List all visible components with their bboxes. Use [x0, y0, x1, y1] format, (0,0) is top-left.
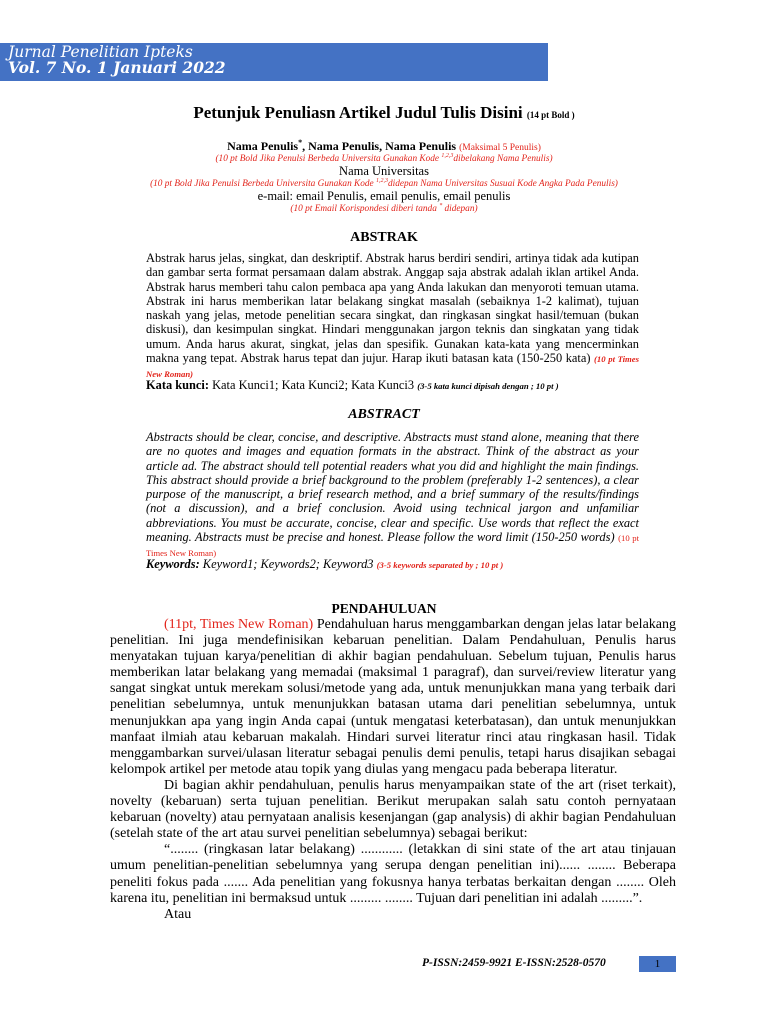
abstract-body — [146, 430, 639, 561]
pendahuluan-p1-text: Pendahuluan harus menggambarkan dengan jelas latar belakang penelitian. Ini juga mendefinisikan kebaruan penelitian. Dalam Pendahuluan, Penulis harus menyatakan tujuan karya/penelitian di akhir bagian pendahuluan. Sebelum tujuan, Penulis harus memberikan latar belakang yang memadai (maksimal 1 paragraf), dan survei/review literatur yang sangat singkat untuk merekam solusi/metode yang ada, untuk menunjukkan mana yang terbaik dari penelitian sebelumnya, untuk menunjukkan batasan utama dari penelitian sebelumnya, untuk menunjukkan apa yang ingin Anda capai (untuk mengatasi keterbatasan), dan untuk menunjukkan manfaat ilmiah atau kebaruan makalah. Hindari survei literatur rinci atau ringkasan hasil. Tidak menggambarkan survei/ulasan literatur sebagai penulis demi penulis, tetapi harus disajikan sebagai kelompok artikel per metode atau topik yang diulas yang mengacu pada beberapa literatur. — [110, 617, 676, 777]
journal-name: Jurnal Penelitian Ipteks — [8, 43, 193, 61]
email-note-sup: * — [439, 203, 443, 209]
keywords-note: (3-5 keywords separated by ; 10 pt ) — [376, 560, 504, 570]
university-code-note-sup: 1,2,3 — [376, 178, 388, 184]
abstrak-note: (10 pt Times New Roman) — [146, 354, 639, 380]
pendahuluan-note: (11pt, Times New Roman) — [164, 617, 314, 632]
abstract-heading: ABSTRACT — [348, 407, 420, 422]
pendahuluan-paragraph-2: Di bagian akhir pendahuluan, penulis harus menyampaikan state of the art (riset terkait), novelty (kebaruan) serta tujuan penelitian. Berikut merupakan salah satu contoh pernyataan kebaruan (novelty) atau pernyataan analisis kesenjangan (gap analysis) di akhir bagian Pendahuluan (setelah state of the art atau survei penelitian sebelumnya) sebagai berikut: — [110, 777, 676, 842]
abstrak-body — [146, 251, 639, 382]
journal-volume: Vol. 7 No. 1 Januari 2022 — [8, 58, 226, 77]
university-code-note-a: (10 pt Bold Jika Penulsi Berbeda Universita Gunakan Kode — [150, 179, 374, 190]
keywords-line — [146, 557, 503, 572]
author-code-note — [0, 153, 768, 164]
keywords-values: Keyword1; Keywords2; Keyword3 — [199, 557, 374, 571]
author-code-note-a: (10 pt Bold Jika Penulsi Berbeda Universita Gunakan Kode — [215, 154, 440, 165]
author-max-note: (Maksimal 5 Penulis) — [459, 143, 541, 153]
author-code-note-b: dibelakang Nama Penulis) — [453, 154, 553, 165]
author-star: * — [298, 138, 303, 147]
title-note: (14 pt Bold ) — [526, 110, 575, 120]
page-number: 1 — [639, 956, 676, 972]
pendahuluan-paragraph-1 — [110, 617, 676, 778]
pendahuluan-body — [110, 617, 676, 923]
kata-kunci-note: (3-5 kata kunci dipisah dengan ; 10 pt ) — [417, 381, 559, 391]
author-code-note-sup: 1,2,3 — [441, 153, 454, 159]
pendahuluan-paragraph-4: Atau — [164, 906, 192, 922]
pendahuluan-paragraph-3: “........ (ringkasan latar belakang) ............ (letakkan di sini state of the art atau tinjauan umum penelitian-penelitian sebelumnya yang serupa dengan penelitian ini)...... ........ Beberapa peneliti fokus pada ....... Ada penelitian yang fokusnya hanya terbatas berkaitan dengan ........ Oleh karena itu, penelitian ini bermaksud untuk ......... ........ Tujuan dari penelitian ini adalah .........”. — [110, 842, 676, 906]
university-code-note — [0, 178, 768, 189]
kata-kunci-values: Kata Kunci1; Kata Kunci2; Kata Kunci3 — [209, 378, 415, 392]
author-line — [0, 138, 768, 154]
abstract-note: (10 pt Times New Roman) — [146, 533, 639, 559]
author-rest: , Nama Penulis, Nama Penulis — [302, 139, 457, 153]
title-text: Petunjuk Penuliasn Artikel Judul Tulis Disini — [193, 103, 523, 122]
journal-banner — [0, 43, 548, 81]
abstrak-heading: ABSTRAK — [350, 230, 418, 245]
kata-kunci-label: Kata kunci: — [146, 378, 209, 392]
abstract-text: Abstracts should be clear, concise, and descriptive. Abstracts must stand alone, meaning that there are no quotes and images and equation formats in the abstract. Think of the abstract as your article ad. The abstract should tell potential readers what you did and highlight the main findings. This abstract should provide a brief background to the problem (preferably 1-2 sentences), a clear purpose of the manuscript, a brief research method, and a brief summary of the results/findings (not a discussion), and a brief conclusion. Avoid using technical jargon and unfamiliar abbreviations. You must be accurate, concise, clear and specific. Use words that reflect the exact meaning. Abstracts must be precise and honest. Please follow the word limit (150-250 words) — [146, 430, 639, 545]
footer-issn: P-ISSN:2459-9921 E-ISSN:2528-0570 — [422, 957, 606, 969]
email-note — [0, 203, 768, 214]
abstrak-text: Abstrak harus jelas, singkat, dan deskriptif. Abstrak harus berdiri sendiri, artinya tidak ada kutipan dan gambar serta format persamaan dalam abstrak. Anggap saja abstrak adalah iklan artikel Anda. Abstrak harus memberi tahu calon pembaca apa yang Anda lakukan dan menyoroti temuan utama. Abstrak ini harus memberikan latar belakang singkat masalah (sebaiknya 1-2 kalimat), tujuan naskah yang jelas, metode penelitian secara singkat, dan ringkasan singkat hasil/temuan (bukan diskusi), dan kesimpulan singkat. Hindari menggunakan jargon teknis dan singkatan yang tidak umum. Anda harus akurat, singkat, jelas dan spesifik. Gunakan kata-kata yang mencerminkan makna yang tepat. Abstrak harus tepat dan jujur. Harap ikuti batasan kata (150-250 kata) — [146, 251, 639, 366]
keywords-label: Keywords: — [146, 557, 200, 571]
university-name: Nama Universitas — [339, 164, 429, 178]
author-first: Nama Penulis — [227, 139, 299, 153]
university-code-note-b: didepan Nama Universitas Susuai Kode Angka Pada Penulis) — [388, 179, 618, 190]
email-note-a: (10 pt Email Korispondesi diberi tanda — [290, 204, 437, 215]
article-title — [0, 103, 768, 123]
email-line: e-mail: email Penulis, email penulis, email penulis — [257, 189, 511, 203]
pendahuluan-heading: PENDAHULUAN — [331, 601, 437, 616]
email-note-b: didepan) — [444, 204, 478, 215]
kata-kunci-line — [146, 378, 559, 393]
